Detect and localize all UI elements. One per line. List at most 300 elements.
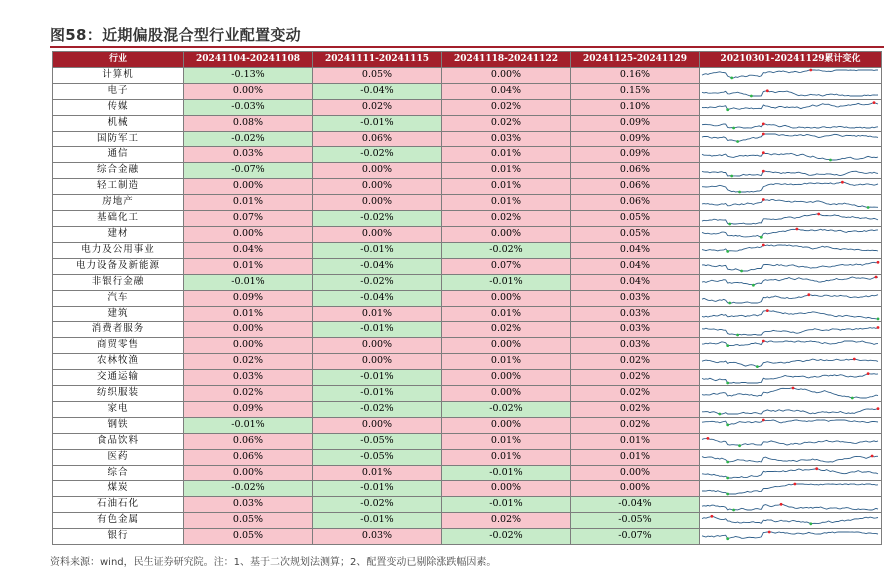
cumulative-sparkline	[700, 465, 882, 481]
change-value-week-1: -0.01%	[184, 417, 313, 433]
change-value-week-2: -0.04%	[313, 290, 442, 306]
change-value-week-2: -0.01%	[313, 115, 442, 131]
cumulative-sparkline	[700, 211, 882, 227]
sparkline-chart	[700, 371, 880, 385]
change-value-week-2: 0.00%	[313, 195, 442, 211]
sparkline-max-marker	[762, 244, 765, 247]
sparkline-min-marker	[736, 333, 739, 336]
sparkline-max-marker	[762, 198, 765, 201]
sparkline-path	[702, 327, 878, 335]
industry-name: 商贸零售	[53, 338, 184, 354]
sparkline-min-marker	[738, 445, 741, 448]
col-header-cumulative: 20210301-20241129累计变化	[700, 52, 882, 68]
sparkline-max-marker	[809, 69, 812, 72]
sparkline-path	[702, 153, 878, 160]
change-value-week-2: -0.01%	[313, 386, 442, 402]
change-value-week-4: -0.04%	[571, 497, 700, 513]
change-value-week-3: 0.01%	[442, 195, 571, 211]
sparkline-path	[702, 199, 878, 207]
change-value-week-3: 0.01%	[442, 179, 571, 195]
change-value-week-1: 0.08%	[184, 115, 313, 131]
change-value-week-3: 0.00%	[442, 338, 571, 354]
industry-name: 计算机	[53, 67, 184, 83]
sparkline-path	[702, 229, 878, 237]
sparkline-path	[702, 214, 878, 224]
change-value-week-3: 0.00%	[442, 290, 571, 306]
sparkline-chart	[700, 180, 880, 194]
sparkline-max-marker	[762, 133, 765, 136]
sparkline-max-marker	[873, 101, 876, 104]
change-value-week-4: 0.03%	[571, 306, 700, 322]
sparkline-min-marker	[750, 95, 753, 98]
change-value-week-2: -0.02%	[313, 211, 442, 227]
header-row	[53, 52, 882, 68]
change-value-week-4: 0.01%	[571, 449, 700, 465]
sparkline-path	[702, 359, 878, 367]
sparkline-chart	[700, 227, 880, 241]
sparkline-min-marker	[726, 493, 729, 496]
change-value-week-2: -0.04%	[313, 83, 442, 99]
change-value-week-1: -0.03%	[184, 99, 313, 115]
table-row	[53, 67, 882, 83]
sparkline-min-marker	[726, 461, 729, 464]
table-row	[53, 433, 882, 449]
change-value-week-2: -0.01%	[313, 322, 442, 338]
change-value-week-1: 0.00%	[184, 322, 313, 338]
cumulative-sparkline	[700, 529, 882, 545]
change-value-week-3: -0.01%	[442, 465, 571, 481]
change-value-week-1: 0.01%	[184, 195, 313, 211]
change-value-week-4: 0.09%	[571, 147, 700, 163]
sparkline-min-marker	[740, 270, 743, 273]
sparkline-chart	[700, 307, 880, 321]
sparkline-chart	[700, 212, 880, 226]
industry-name: 传媒	[53, 99, 184, 115]
change-value-week-1: 0.00%	[184, 179, 313, 195]
industry-name: 交通运输	[53, 370, 184, 386]
cumulative-sparkline	[700, 513, 882, 529]
sparkline-min-marker	[728, 222, 731, 225]
sparkline-max-marker	[875, 276, 878, 279]
change-value-week-3: 0.01%	[442, 163, 571, 179]
change-value-week-3: 0.00%	[442, 386, 571, 402]
table-row	[53, 211, 882, 227]
table-row	[53, 449, 882, 465]
sparkline-max-marker	[766, 309, 769, 312]
change-value-week-2: 0.01%	[313, 465, 442, 481]
sparkline-chart	[700, 418, 880, 432]
change-value-week-4: 0.04%	[571, 274, 700, 290]
sparkline-chart	[700, 402, 880, 416]
sparkline-min-marker	[726, 381, 729, 384]
sparkline-chart	[700, 196, 880, 210]
cumulative-sparkline	[700, 306, 882, 322]
sparkline-max-marker	[762, 123, 765, 126]
sparkline-max-marker	[766, 90, 769, 93]
sparkline-min-marker	[738, 190, 741, 193]
change-value-week-1: 0.00%	[184, 465, 313, 481]
table-row	[53, 99, 882, 115]
sparkline-path	[702, 124, 878, 128]
sparkline-min-marker	[726, 344, 729, 347]
industry-name: 银行	[53, 529, 184, 545]
sparkline-chart	[700, 275, 880, 289]
change-value-week-2: 0.00%	[313, 417, 442, 433]
table-row	[53, 386, 882, 402]
table-row	[53, 83, 882, 99]
cumulative-sparkline	[700, 115, 882, 131]
change-value-week-2: 0.00%	[313, 338, 442, 354]
sparkline-chart	[700, 68, 880, 82]
col-header-industry: 行业	[53, 52, 184, 68]
sparkline-chart	[700, 339, 880, 353]
change-value-week-2: 0.01%	[313, 306, 442, 322]
table-row	[53, 163, 882, 179]
change-value-week-3: 0.00%	[442, 226, 571, 242]
table-row	[53, 465, 882, 481]
change-value-week-4: 0.16%	[571, 67, 700, 83]
change-value-week-3: 0.02%	[442, 513, 571, 529]
sparkline-path	[702, 388, 878, 398]
sparkline-max-marker	[762, 151, 765, 154]
change-value-week-1: 0.06%	[184, 433, 313, 449]
change-value-week-3: 0.02%	[442, 115, 571, 131]
industry-name: 综合金融	[53, 163, 184, 179]
sparkline-chart	[700, 148, 880, 162]
change-value-week-2: 0.00%	[313, 226, 442, 242]
change-value-week-4: 0.00%	[571, 481, 700, 497]
change-value-week-4: 0.03%	[571, 290, 700, 306]
industry-name: 国防军工	[53, 131, 184, 147]
table-row	[53, 481, 882, 497]
sparkline-chart	[700, 530, 880, 544]
sparkline-min-marker	[736, 140, 739, 143]
change-value-week-3: -0.02%	[442, 401, 571, 417]
cumulative-sparkline	[700, 386, 882, 402]
change-value-week-2: -0.02%	[313, 274, 442, 290]
industry-name: 机械	[53, 115, 184, 131]
change-value-week-1: -0.13%	[184, 67, 313, 83]
change-value-week-4: 0.02%	[571, 401, 700, 417]
sparkline-max-marker	[877, 326, 880, 329]
sparkline-min-marker	[867, 206, 870, 209]
industry-name: 医药	[53, 449, 184, 465]
change-value-week-2: 0.05%	[313, 67, 442, 83]
sparkline-path	[702, 484, 878, 494]
sparkline-chart	[700, 132, 880, 146]
change-value-week-2: 0.00%	[313, 179, 442, 195]
change-value-week-1: 0.03%	[184, 147, 313, 163]
cumulative-sparkline	[700, 322, 882, 338]
change-value-week-4: 0.02%	[571, 417, 700, 433]
change-value-week-4: 0.04%	[571, 258, 700, 274]
change-value-week-1: 0.09%	[184, 290, 313, 306]
col-header-week-1: 20241104-20241108	[184, 52, 313, 68]
sparkline-path	[702, 504, 878, 510]
change-value-week-2: 0.00%	[313, 354, 442, 370]
change-value-week-3: -0.01%	[442, 274, 571, 290]
change-value-week-2: 0.02%	[313, 99, 442, 115]
sparkline-max-marker	[762, 169, 765, 172]
industry-name: 建材	[53, 226, 184, 242]
sparkline-min-marker	[851, 397, 854, 400]
change-value-week-4: 0.03%	[571, 322, 700, 338]
change-value-week-3: 0.03%	[442, 131, 571, 147]
change-value-week-4: -0.07%	[571, 529, 700, 545]
change-value-week-4: 0.10%	[571, 99, 700, 115]
industry-name: 轻工制造	[53, 179, 184, 195]
title-rule	[50, 46, 884, 48]
change-value-week-1: 0.05%	[184, 513, 313, 529]
change-value-week-4: 0.02%	[571, 354, 700, 370]
industry-name: 农林牧渔	[53, 354, 184, 370]
change-value-week-1: -0.02%	[184, 481, 313, 497]
sparkline-max-marker	[796, 228, 799, 231]
change-value-week-3: 0.04%	[442, 83, 571, 99]
cumulative-sparkline	[700, 163, 882, 179]
sparkline-min-marker	[730, 77, 733, 80]
sparkline-min-marker	[726, 108, 729, 111]
sparkline-chart	[700, 355, 880, 369]
sparkline-chart	[700, 291, 880, 305]
industry-name: 房地产	[53, 195, 184, 211]
sparkline-path	[702, 295, 878, 303]
sparkline-max-marker	[762, 339, 765, 342]
change-value-week-4: 0.06%	[571, 179, 700, 195]
change-value-week-2: 0.06%	[313, 131, 442, 147]
industry-name: 电子	[53, 83, 184, 99]
cumulative-sparkline	[700, 179, 882, 195]
sparkline-min-marker	[752, 284, 755, 287]
change-value-week-2: -0.01%	[313, 242, 442, 258]
industry-name: 综合	[53, 465, 184, 481]
change-value-week-3: 0.01%	[442, 147, 571, 163]
cumulative-sparkline	[700, 242, 882, 258]
industry-name: 家电	[53, 401, 184, 417]
sparkline-min-marker	[877, 317, 880, 320]
allocation-table	[52, 51, 882, 545]
change-value-week-1: 0.00%	[184, 338, 313, 354]
table-row	[53, 338, 882, 354]
cumulative-sparkline	[700, 354, 882, 370]
change-value-week-4: 0.03%	[571, 338, 700, 354]
cumulative-sparkline	[700, 433, 882, 449]
change-value-week-1: -0.02%	[184, 131, 313, 147]
change-value-week-1: 0.03%	[184, 370, 313, 386]
cumulative-sparkline	[700, 338, 882, 354]
change-value-week-4: 0.05%	[571, 226, 700, 242]
change-value-week-3: -0.01%	[442, 497, 571, 513]
change-value-week-1: 0.03%	[184, 497, 313, 513]
sparkline-chart	[700, 482, 880, 496]
sparkline-max-marker	[877, 261, 880, 264]
sparkline-min-marker	[726, 477, 729, 480]
sparkline-chart	[700, 386, 880, 400]
industry-name: 汽车	[53, 290, 184, 306]
sparkline-max-marker	[815, 467, 818, 470]
cumulative-sparkline	[700, 497, 882, 513]
change-value-week-4: 0.00%	[571, 465, 700, 481]
sparkline-path	[702, 277, 878, 285]
table-row	[53, 497, 882, 513]
table-row	[53, 179, 882, 195]
industry-name: 钢铁	[53, 417, 184, 433]
industry-name: 基础化工	[53, 211, 184, 227]
change-value-week-2: -0.05%	[313, 449, 442, 465]
table-row	[53, 370, 882, 386]
source-note: 资料来源：wind，民生证券研究院。注：1、基于二次规划法测算；2、配置变动已剔除涨跌幅因素。	[50, 557, 497, 568]
table-row	[53, 513, 882, 529]
change-value-week-4: -0.05%	[571, 513, 700, 529]
sparkline-min-marker	[730, 174, 733, 177]
change-value-week-3: 0.00%	[442, 417, 571, 433]
cumulative-sparkline	[700, 258, 882, 274]
table-row	[53, 195, 882, 211]
col-header-week-3: 20241118-20241122	[442, 52, 571, 68]
sparkline-path	[702, 263, 878, 272]
cumulative-sparkline	[700, 195, 882, 211]
sparkline-chart	[700, 450, 880, 464]
sparkline-max-marker	[853, 357, 856, 360]
change-value-week-1: 0.00%	[184, 83, 313, 99]
figure-title: 图58：近期偏股混合型行业配置变动	[50, 26, 301, 44]
change-value-week-1: -0.01%	[184, 274, 313, 290]
industry-name: 通信	[53, 147, 184, 163]
table-row	[53, 242, 882, 258]
sparkline-max-marker	[711, 515, 714, 518]
sparkline-min-marker	[718, 413, 721, 416]
change-value-week-3: 0.01%	[442, 306, 571, 322]
table-row	[53, 417, 882, 433]
cumulative-sparkline	[700, 147, 882, 163]
sparkline-path	[702, 373, 878, 382]
table-row	[53, 147, 882, 163]
sparkline-min-marker	[726, 537, 729, 540]
cumulative-sparkline	[700, 481, 882, 497]
change-value-week-4: 0.09%	[571, 115, 700, 131]
change-value-week-4: 0.04%	[571, 242, 700, 258]
sparkline-chart	[700, 323, 880, 337]
change-value-week-1: 0.04%	[184, 242, 313, 258]
table-row	[53, 258, 882, 274]
sparkline-min-marker	[726, 424, 729, 427]
sparkline-max-marker	[841, 181, 844, 184]
sparkline-max-marker	[780, 503, 783, 506]
sparkline-min-marker	[732, 127, 735, 130]
sparkline-min-marker	[809, 522, 812, 525]
change-value-week-2: -0.01%	[313, 481, 442, 497]
sparkline-path	[702, 409, 878, 414]
change-value-week-4: 0.09%	[571, 131, 700, 147]
table-row	[53, 354, 882, 370]
table-row	[53, 401, 882, 417]
sparkline-max-marker	[817, 212, 820, 215]
change-value-week-2: -0.04%	[313, 258, 442, 274]
change-value-week-2: -0.02%	[313, 401, 442, 417]
cumulative-sparkline	[700, 401, 882, 417]
sparkline-max-marker	[792, 387, 795, 390]
change-value-week-3: 0.01%	[442, 433, 571, 449]
change-value-week-4: 0.06%	[571, 163, 700, 179]
change-value-week-3: 0.02%	[442, 99, 571, 115]
industry-name: 电力及公用事业	[53, 242, 184, 258]
sparkline-chart	[700, 498, 880, 512]
col-header-week-2: 20241111-20241115	[313, 52, 442, 68]
table-row	[53, 529, 882, 545]
change-value-week-4: 0.15%	[571, 83, 700, 99]
sparkline-max-marker	[867, 372, 870, 375]
change-value-week-1: 0.02%	[184, 354, 313, 370]
sparkline-path	[702, 469, 878, 478]
table-row	[53, 274, 882, 290]
table-row	[53, 306, 882, 322]
sparkline-chart	[700, 466, 880, 480]
sparkline-chart	[700, 116, 880, 130]
change-value-week-4: 0.05%	[571, 211, 700, 227]
sparkline-max-marker	[707, 437, 710, 440]
change-value-week-2: 0.00%	[313, 163, 442, 179]
cumulative-sparkline	[700, 290, 882, 306]
change-value-week-2: -0.02%	[313, 147, 442, 163]
sparkline-max-marker	[877, 408, 880, 411]
sparkline-max-marker	[768, 530, 771, 533]
sparkline-min-marker	[829, 158, 832, 161]
change-value-week-1: 0.09%	[184, 401, 313, 417]
industry-name: 非银行金融	[53, 274, 184, 290]
change-value-week-3: 0.00%	[442, 481, 571, 497]
change-value-week-1: 0.01%	[184, 306, 313, 322]
sparkline-path	[702, 171, 878, 176]
change-value-week-4: 0.01%	[571, 433, 700, 449]
industry-name: 石油石化	[53, 497, 184, 513]
industry-name: 建筑	[53, 306, 184, 322]
industry-name: 食品饮料	[53, 433, 184, 449]
sparkline-min-marker	[726, 250, 729, 253]
sparkline-max-marker	[794, 483, 797, 486]
change-value-week-2: -0.01%	[313, 370, 442, 386]
sparkline-chart	[700, 259, 880, 273]
sparkline-max-marker	[871, 455, 874, 458]
table-body	[53, 67, 882, 544]
sparkline-chart	[700, 243, 880, 257]
cumulative-sparkline	[700, 370, 882, 386]
change-value-week-3: -0.02%	[442, 529, 571, 545]
sparkline-path	[702, 516, 878, 524]
change-value-week-4: 0.02%	[571, 386, 700, 402]
sparkline-max-marker	[807, 293, 810, 296]
change-value-week-1: -0.07%	[184, 163, 313, 179]
sparkline-max-marker	[762, 419, 765, 422]
col-header-week-4: 20241125-20241129	[571, 52, 700, 68]
change-value-week-1: 0.06%	[184, 449, 313, 465]
industry-name: 电力设备及新能源	[53, 258, 184, 274]
table-row	[53, 115, 882, 131]
change-value-week-1: 0.07%	[184, 211, 313, 227]
change-value-week-1: 0.00%	[184, 226, 313, 242]
change-value-week-3: 0.01%	[442, 354, 571, 370]
change-value-week-3: 0.07%	[442, 258, 571, 274]
sparkline-path	[702, 182, 878, 192]
change-value-week-3: 0.02%	[442, 322, 571, 338]
industry-name: 纺织服装	[53, 386, 184, 402]
change-value-week-3: 0.02%	[442, 211, 571, 227]
cumulative-sparkline	[700, 131, 882, 147]
change-value-week-1: 0.01%	[184, 258, 313, 274]
sparkline-path	[702, 311, 878, 319]
sparkline-chart	[700, 84, 880, 98]
table-row	[53, 226, 882, 242]
table-row	[53, 322, 882, 338]
